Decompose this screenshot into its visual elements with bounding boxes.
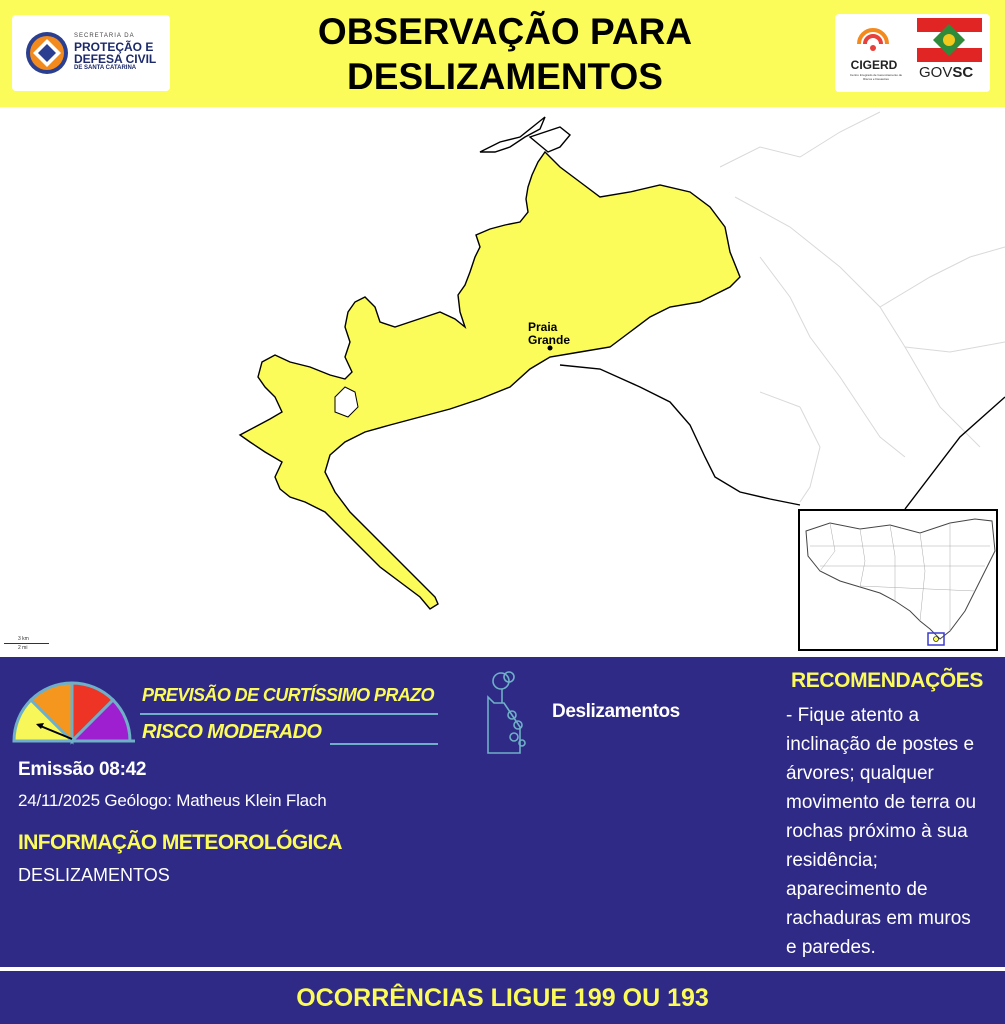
recommendation-line: árvores; qualquer (786, 763, 934, 784)
cigerd-subtitle: Centro Integrado de Gerenciamento de Riscos e Desastres (849, 73, 903, 81)
state-border-line (560, 365, 800, 505)
logo-left-line2: PROTEÇÃO E (74, 40, 154, 54)
recommendation-line: - Fique atento a (786, 705, 920, 726)
recommendation-line: inclinação de postes e (786, 734, 975, 755)
recommendation-line: aparecimento de (786, 879, 928, 900)
recommendation-line: movimento de terra ou (786, 792, 977, 813)
city-label (528, 321, 570, 347)
logo-left-line1: SECRETARIA DA (74, 33, 135, 39)
recommendations-title: RECOMENDAÇÕES (791, 669, 983, 692)
risk-gauge (10, 679, 140, 749)
partner-logos (835, 14, 990, 92)
hazard-label: Deslizamentos (552, 701, 680, 722)
forecast-type: PREVISÃO DE CURTÍSSIMO PRAZO (142, 685, 434, 705)
met-info-text: DESLIZAMENTOS (18, 865, 170, 885)
header-bar (0, 0, 1005, 107)
praia-grande-area (240, 152, 740, 609)
scale-mi: 2 mi (18, 645, 28, 651)
divider-2 (330, 743, 438, 745)
emergency-numbers: OCORRÊNCIAS LIGUE 199 OU 193 (296, 984, 709, 1012)
inset-connector-line (905, 397, 1005, 509)
emission-time: Emissão 08:42 (18, 759, 147, 780)
defesa-civil-logo (12, 15, 170, 91)
map-scale (4, 635, 64, 655)
neighbor-borders (720, 112, 1005, 502)
recommendations-text (786, 701, 1001, 962)
govsc-gov-text: GOV (919, 64, 953, 81)
map-area[interactable] (0, 107, 1005, 657)
footer-bar (0, 971, 1005, 1024)
logo-left-line4: DE SANTA CATARINA (74, 65, 137, 71)
risk-level: RISCO MODERADO (142, 721, 322, 743)
inset-locator-map (798, 509, 998, 651)
met-info-title: INFORMAÇÃO METEOROLÓGICA (18, 831, 342, 854)
date-geologist: 24/11/2025 Geólogo: Matheus Klein Flach (18, 791, 327, 810)
landslide-icon (482, 667, 530, 757)
title-line-1: OBSERVAÇÃO PARA (317, 11, 693, 52)
city-label-line2: Grande (528, 333, 571, 347)
info-panel (0, 657, 1005, 967)
cigerd-name: CIGERD (850, 58, 898, 72)
title-line-2: DESLIZAMENTOS (347, 56, 663, 97)
page-title (190, 9, 820, 99)
recommendation-line: e paredes. (786, 937, 876, 958)
coastal-fragment (480, 117, 545, 152)
divider-1 (140, 713, 438, 715)
recommendation-line: rochas próximo à sua (786, 821, 968, 842)
city-label-line1: Praia (528, 320, 558, 334)
govsc-sc-text: SC (952, 64, 974, 81)
state-outline-inset (800, 511, 996, 649)
scale-km: 3 km (18, 636, 29, 642)
logo-left-line3: DEFESA CIVIL (74, 52, 157, 66)
recommendation-line: residência; (786, 850, 878, 871)
recommendation-line: rachaduras em muros (786, 908, 971, 929)
